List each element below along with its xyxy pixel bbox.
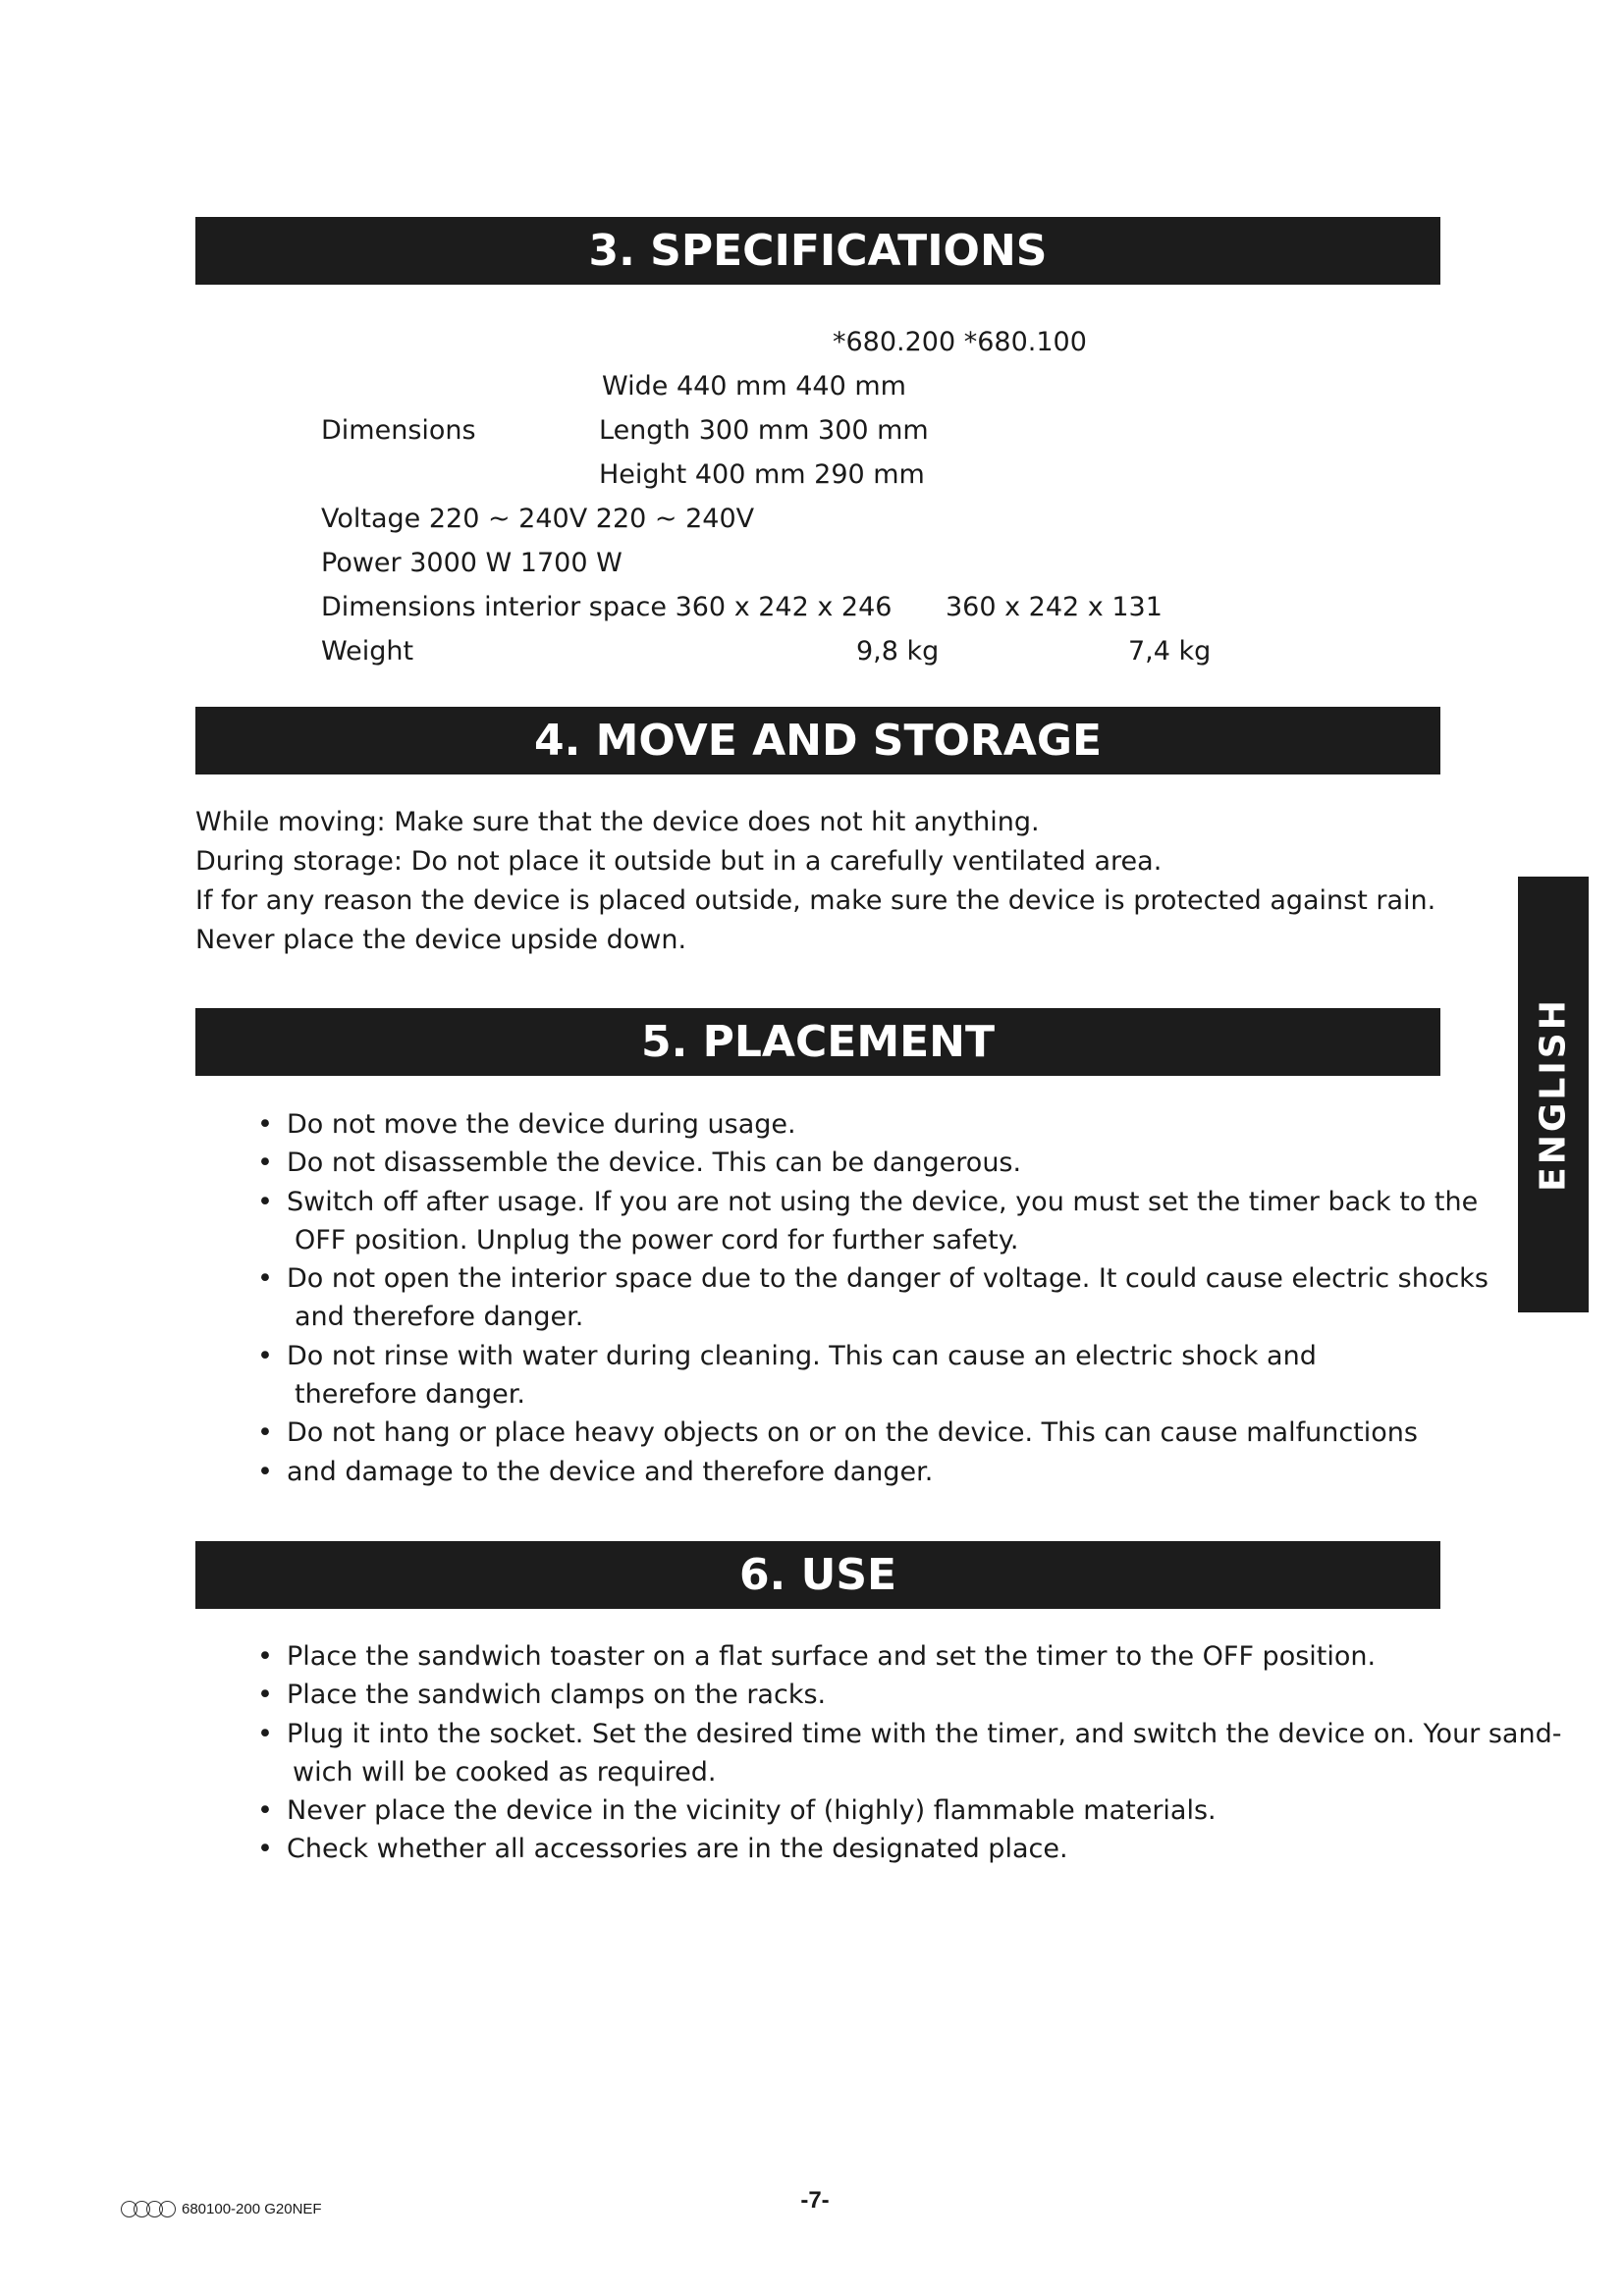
- bullet-icon: •: [257, 1340, 273, 1371]
- move-line: During storage: Do not place it outside but in a carefully ventilated area.: [195, 846, 1163, 877]
- bullet-icon: •: [257, 1680, 273, 1711]
- spec-interior-label: Dimensions interior space 360 x 242 x 246: [321, 592, 893, 622]
- spec-power: Power 3000 W 1700 W: [321, 548, 623, 578]
- move-line: While moving: Make sure that the device does not hit anything.: [195, 807, 1040, 837]
- spec-wide: Wide 440 mm 440 mm: [602, 371, 906, 401]
- section-title-move-storage: 4. MOVE AND STORAGE: [195, 707, 1440, 774]
- bullet-icon: •: [257, 1641, 273, 1672]
- list-item-continuation: wich will be cooked as required.: [293, 1756, 717, 1788]
- section-title-use: 6. USE: [195, 1541, 1440, 1609]
- spec-height: Height 400 mm 290 mm: [599, 459, 925, 490]
- bullet-icon: •: [257, 1417, 273, 1449]
- section-title-specifications: 3. SPECIFICATIONS: [195, 217, 1440, 285]
- move-line: If for any reason the device is placed outside, make sure the device is protected against rain.: [195, 885, 1436, 916]
- bullet-icon: •: [257, 1795, 273, 1827]
- list-item-continuation: OFF position. Unplug the power cord for further safety.: [295, 1224, 1019, 1255]
- brand-rings-icon: [121, 2201, 172, 2217]
- use-list: [257, 1637, 1561, 1869]
- list-item: • Plug it into the socket. Set the desired time with the timer, and switch the device on. Your sand-: [257, 1715, 1561, 1753]
- bullet-icon: •: [257, 1263, 273, 1295]
- bullet-icon: •: [257, 1109, 273, 1140]
- list-item-continuation: therefore danger.: [295, 1379, 525, 1411]
- move-storage-text: [195, 803, 1435, 960]
- bullet-icon: •: [257, 1834, 273, 1865]
- bullet-icon: •: [257, 1186, 273, 1217]
- list-item: • and damage to the device and therefore danger.: [257, 1453, 1489, 1491]
- list-item: • Do not disassemble the device. This can be dangerous.: [257, 1144, 1489, 1182]
- spec-voltage: Voltage 220 ~ 240V 220 ~ 240V: [321, 504, 755, 534]
- bullet-icon: •: [257, 1718, 273, 1749]
- list-item: • Do not rinse with water during cleaning. This can cause an electric shock and: [257, 1337, 1489, 1375]
- list-item: • Place the sandwich clamps on the racks.: [257, 1676, 1561, 1714]
- list-item: • Do not move the device during usage.: [257, 1105, 1489, 1144]
- language-tab: [1518, 877, 1589, 1312]
- list-item: • Do not open the interior space due to the danger of voltage. It could cause electric shocks: [257, 1259, 1489, 1298]
- spec-weight-value-1: 9,8 kg: [856, 636, 940, 667]
- list-item: • Check whether all accessories are in the designated place.: [257, 1830, 1561, 1868]
- bullet-icon: •: [257, 1456, 273, 1487]
- section-title-placement: 5. PLACEMENT: [195, 1008, 1440, 1076]
- product-code: 680100-200 G20NEF: [182, 2200, 322, 2217]
- page-number: -7-: [800, 2187, 830, 2214]
- list-item-continuation: and therefore danger.: [295, 1302, 584, 1333]
- spec-length: Length 300 mm 300 mm: [599, 415, 929, 446]
- placement-list: [257, 1105, 1489, 1491]
- language-tab-label: ENGLISH: [1533, 997, 1574, 1192]
- spec-interior-value-2: 360 x 242 x 131: [946, 592, 1163, 622]
- spec-dimensions-label: Dimensions: [321, 415, 476, 446]
- list-item: • Never place the device in the vicinity of (highly) flammable materials.: [257, 1791, 1561, 1830]
- bullet-icon: •: [257, 1148, 273, 1179]
- spec-models: *680.200 *680.100: [833, 327, 1087, 357]
- list-item: • Place the sandwich toaster on a flat surface and set the timer to the OFF position.: [257, 1637, 1561, 1676]
- spec-weight-value-2: 7,4 kg: [1128, 636, 1212, 667]
- list-item: • Switch off after usage. If you are not using the device, you must set the timer back to the: [257, 1183, 1489, 1221]
- spec-weight-label: Weight: [321, 636, 414, 667]
- list-item: • Do not hang or place heavy objects on or on the device. This can cause malfunctions: [257, 1414, 1489, 1452]
- move-line: Never place the device upside down.: [195, 925, 687, 955]
- footer-product-code: [121, 2195, 322, 2222]
